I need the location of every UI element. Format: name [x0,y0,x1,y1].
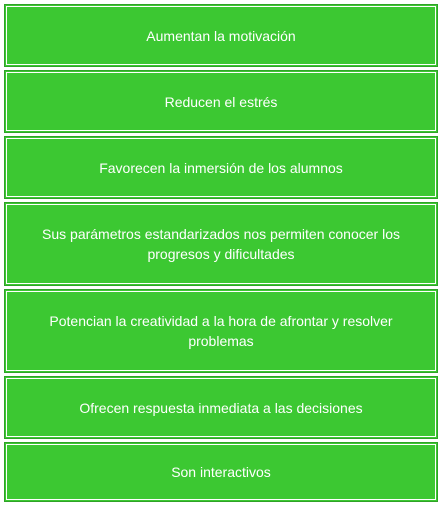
list-item-stress [4,70,438,133]
list-item-label: Son interactivos [171,464,271,480]
list-item-interactive [4,442,438,502]
list-item-immediate-response [4,376,438,439]
list-item-creativity [4,289,438,373]
list-item-label: Sus parámetros estandarizados nos permiten conocer los progresos y dificultades [42,226,400,262]
list-item-label: Reducen el estrés [164,93,278,110]
list-item-motivation [4,4,438,67]
list-item-label: Ofrecen respuesta inmediata a las decisiones [79,399,363,416]
benefits-list [4,4,438,502]
list-item-immersion [4,136,438,199]
list-item-label: Favorecen la inmersión de los alumnos [99,159,343,176]
list-item-parameters [4,202,438,286]
list-item-label: Aumentan la motivación [146,27,296,44]
list-item-label: Potencian la creatividad a la hora de afrontar y resolver problemas [49,313,393,349]
